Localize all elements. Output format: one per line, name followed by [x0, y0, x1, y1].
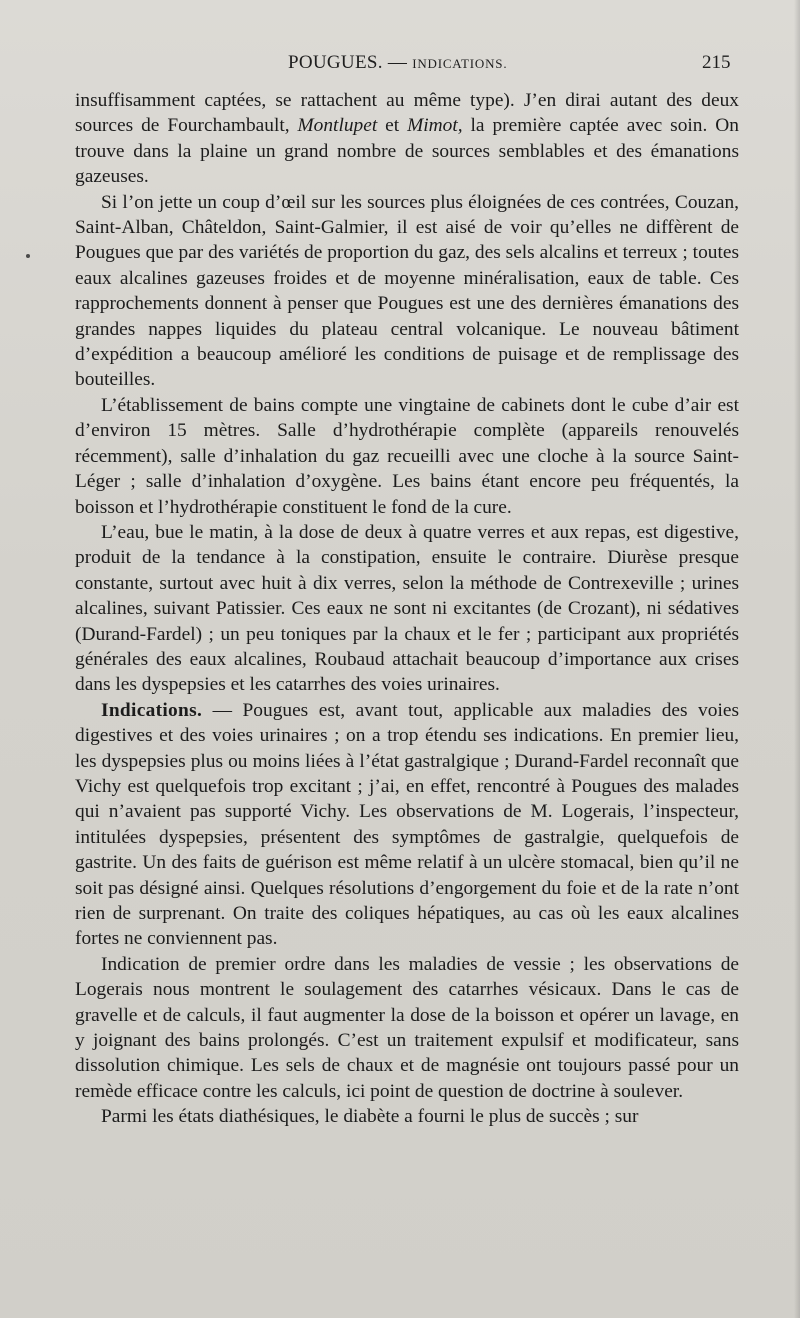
italic-text: Mimot, — [407, 115, 463, 137]
paragraph-indications — [75, 698, 739, 952]
section-heading: Indications. — [101, 699, 203, 721]
paragraph — [75, 520, 739, 698]
text-run: et — [377, 115, 408, 137]
text-run: — Pougues est, avant tout, applicable aux maladies des voies digestives et des voies urinaires ; on a trop étendu ses indications. En premier lieu, les dyspepsies plus ou moins liées à l’état gastralgique ; Durand-Fardel reconnaît que Vichy est quelquefois trop excitant ; j’ai, en effet, rencontré à Pougues des malades qui n’avaient pas supporté Vichy. Les observations de M. Logerais, l’inspecteur, intitulées dyspepsies, présentent des symptômes de gastralgie, quelquefois de gastrite. Un des faits de guérison est même relatif à un ulcère stomacal, bien qu’il ne soit pas désigné ainsi. Quelques résolutions d’engorgement du foie et de la rate n’ont rien de surprenant. On traite des coliques hépatiques, au cas où les eaux alcalines fortes ne conviennent pas. — [75, 699, 739, 950]
italic-text: Montlupet — [297, 115, 378, 137]
running-header — [0, 52, 800, 82]
text-run: L’établissement de bains compte une vingtaine de cabinets dont le cube d’air est d’environ 15 mètres. Salle d’hydrothérapie complète (appareils renouvelés récemment), salle d’inhalation du gaz recueilli avec une cloche à la source Saint-Léger ; salle d’inhalation d’oxygène. Les bains étant encore peu fréquentés, la boisson et l’hydrothérapie constituent le fond de la cure. — [75, 394, 739, 518]
text-run: Indication de premier ordre dans les maladies de vessie ; les observations de Logerais nous montrent le soulagement des catarrhes vésicaux. Dans le cas de gravelle et de calculs, il faut augmenter la dose de la boisson et opérer un lavage, en y joignant des bains prolongés. C’est un traitement expulsif et modificateur, sans dissolution chimique. Les sels de chaux et de magnésie ont toujours passé pour un remède efficace contre les calculs, ici point de question de doctrine à soulever. — [75, 953, 739, 1102]
header-title: POUGUES. — [288, 52, 383, 73]
header-section: INDICATIONS. — [412, 56, 508, 71]
page-edge-shadow — [794, 0, 800, 1318]
body-text — [75, 88, 739, 1130]
paragraph — [75, 393, 739, 520]
paragraph — [75, 88, 739, 190]
header-dash: — — [382, 52, 413, 73]
paragraph — [75, 1104, 739, 1129]
text-run: L’eau, bue le matin, à la dose de deux à quatre verres et aux repas, est digestive, produit de la tendance à la constipation, ensuite le contraire. Diurèse presque constante, surtout avec huit à dix verres, selon la méthode de Contrexeville ; urines alcalines, suivant Patissier. Ces eaux ne sont ni excitantes (de Crozant), ni sédatives (Durand-Fardel) ; un peu toniques par la chaux et le fer ; participant aux propriétés générales des eaux alcalines, Roubaud attachait beaucoup d’importance aux crises dans les dyspepsies et les catarrhes des voies urinaires. — [75, 521, 739, 696]
margin-dot — [26, 254, 30, 258]
text-run: la première captée avec soin. On trouve dans la plaine un grand nombre de sources semblables et des émanations gazeuses. — [75, 115, 739, 188]
text-run: insuffisamment captées, se rattachent au même type). J’en dirai autant des deux sources de Fourchambault, — [75, 90, 739, 137]
paragraph — [75, 952, 739, 1104]
text-run: Si l’on jette un coup d’œil sur les sources plus éloignées de ces contrées, Couzan, Saint-Alban, Châteldon, Saint-Galmier, il est aisé de voir qu’elles ne diffèrent de Pougues que par des variétés de proportion du gaz, des sels alcalins et terreux ; toutes eaux alcalines gazeuses froides et de moyenne minéralisation, eaux de table. Ces rapprochements donnent à penser que Pougues est une des dernières émanations des grandes nappes liquides du plateau central volcanique. Le nouveau bâtiment d’expédition a beaucoup amélioré les conditions de puisage et de remplissage des bouteilles. — [75, 191, 739, 391]
running-title — [288, 52, 507, 74]
paragraph — [75, 190, 739, 393]
page-number: 215 — [702, 52, 731, 73]
text-run: Parmi les états diathésiques, le diabète a fourni le plus de succès ; sur — [101, 1106, 639, 1128]
